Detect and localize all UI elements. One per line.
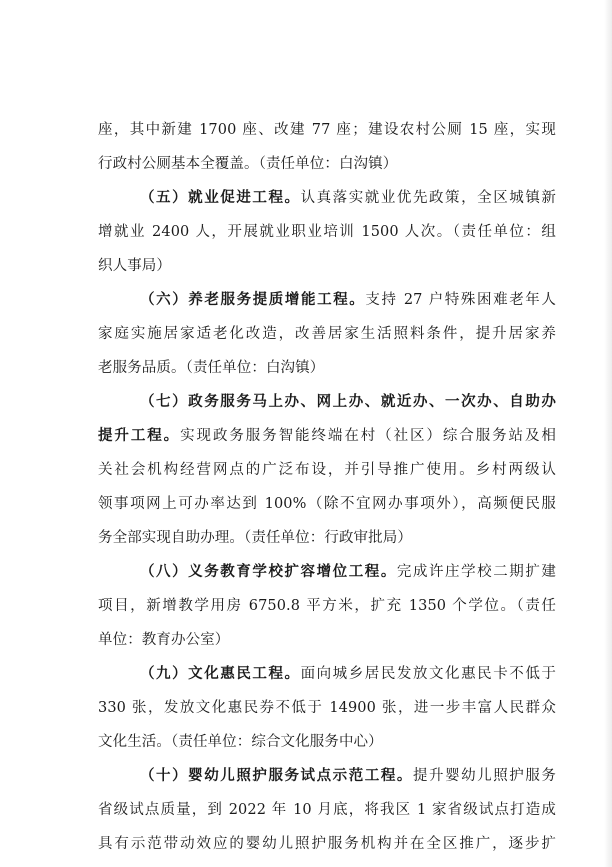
section-heading: （六）养老服务提质增能工程。 (140, 291, 366, 308)
text-line: 行政村公厕基本全覆盖。（责任单位：白沟镇） (98, 156, 398, 172)
text-line: 织人事局） (98, 258, 171, 274)
page-edge (604, 0, 612, 867)
section-seven-title-line (98, 385, 556, 419)
text-line: 领事项网上可办率达到 100%（除不宜网办事项外），高频便民服 (98, 496, 556, 512)
text-line: 具有示范带动效应的婴幼儿照护服务机构并在全区推广，逐步扩 (98, 836, 556, 852)
text-line: 务全部实现自助办理。（责任单位：行政审批局） (98, 530, 412, 546)
document-body (98, 113, 556, 861)
section-heading: （五）就业促进工程。 (140, 189, 301, 206)
text-line: 老服务品质。（责任单位：白沟镇） (98, 360, 325, 376)
text-line: 增就业 2400 人，开展就业职业培训 1500 人次。（责任单位：组 (98, 224, 556, 240)
text-line: 省级试点质量，到 2022 年 10 月底，将我区 1 家省级试点打造成 (98, 802, 556, 818)
text-line: 330 张，发放文化惠民券不低于 14900 张，进一步丰富人民群众 (98, 700, 556, 716)
section-six-title-line: （六）养老服务提质增能工程。支持 27 户特殊困难老年人 (140, 291, 556, 308)
section-eight-title-line: （八）义务教育学校扩容增位工程。完成许庄学校二期扩建 (140, 563, 556, 580)
section-heading: （十）婴幼儿照护服务试点示范工程。 (140, 767, 413, 784)
section-ten-title-line: （十）婴幼儿照护服务试点示范工程。提升婴幼儿照护服务 (140, 767, 556, 784)
section-heading: （八）义务教育学校扩容增位工程。 (140, 563, 397, 580)
text-line: 文化生活。（责任单位：综合文化服务中心） (98, 734, 383, 750)
section-nine-title-line: （九）文化惠民工程。面向城乡居民发放文化惠民卡不低于 (140, 665, 556, 682)
section-heading: （九）文化惠民工程。 (140, 665, 301, 682)
text-line: 单位：教育办公室） (98, 632, 230, 648)
section-heading: （七）政务服务马上办、网上办、就近办、一次办、自助办 (140, 393, 556, 410)
text-line: 关社会机构经营网点的广泛布设，并引导推广使用。乡村两级认 (98, 462, 556, 478)
section-seven-title-line-2: 提升工程。实现政务服务智能终端在村（社区）综合服务站及相 (98, 427, 556, 444)
section-five-title-line: （五）就业促进工程。认真落实就业优先政策，全区城镇新 (140, 189, 556, 206)
section-heading: 提升工程。 (98, 427, 181, 444)
text-line: 家庭实施居家适老化改造，改善居家生活照料条件，提升居家养 (98, 326, 556, 342)
text-line: 项目，新增教学用房 6750.8 平方米，扩充 1350 个学位。（责任 (98, 598, 556, 614)
text-line: 座，其中新建 1700 座、改建 77 座；建设农村公厕 15 座，实现 (98, 122, 556, 138)
